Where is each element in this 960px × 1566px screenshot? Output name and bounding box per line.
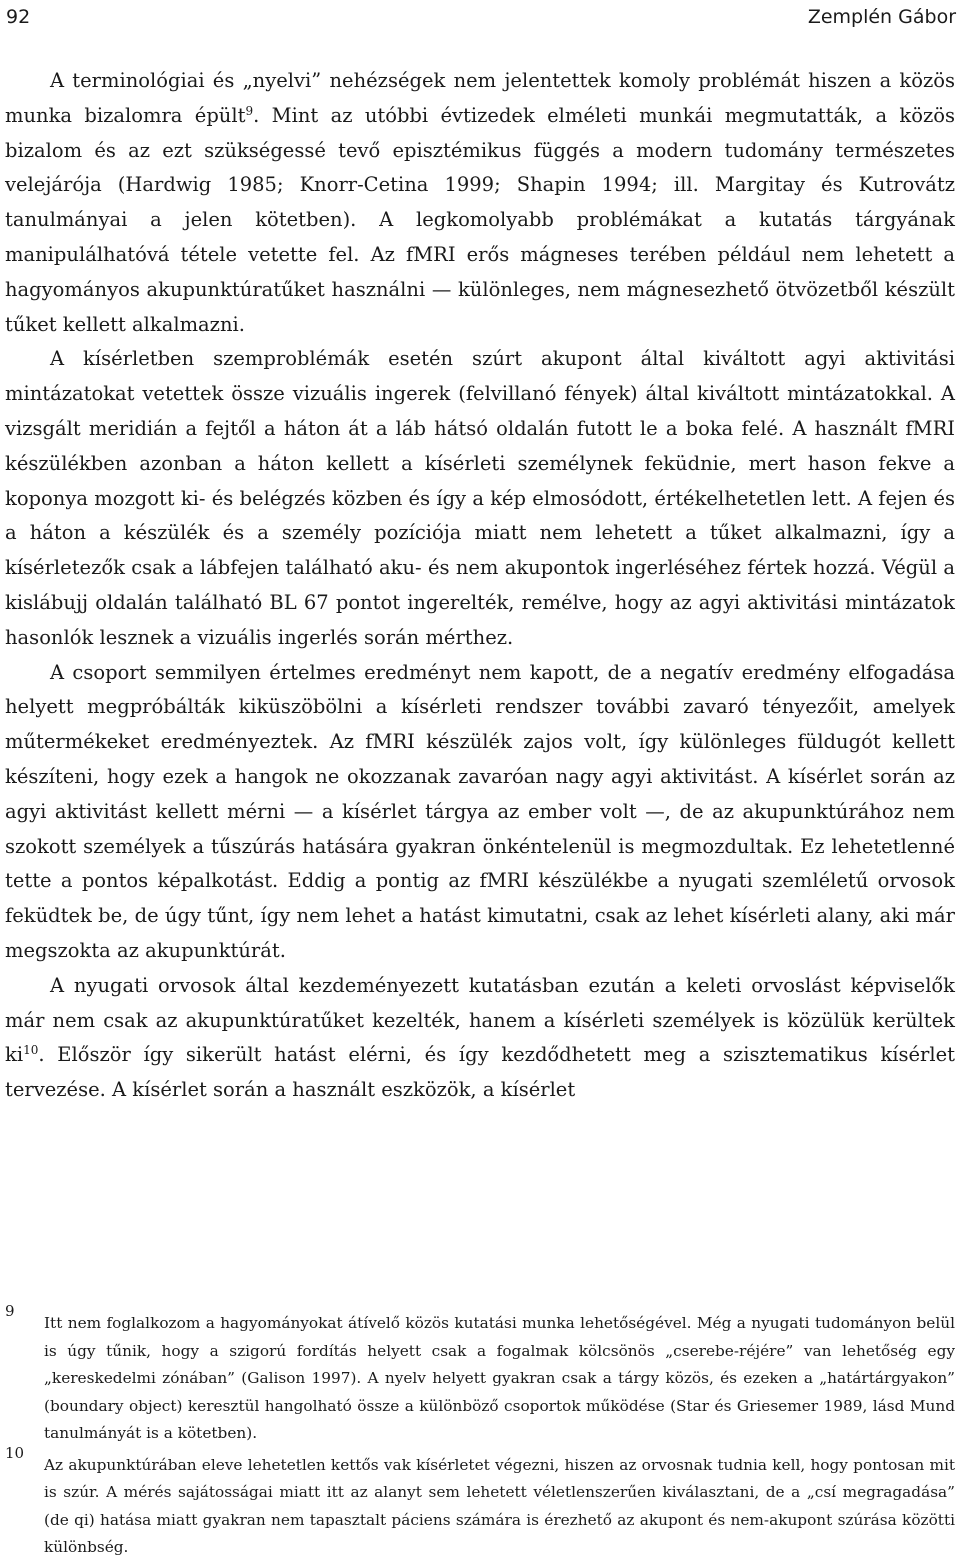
footnote-9: [5, 1302, 955, 1448]
paragraph-3: A csoport semmilyen értelmes eredményt nem kapott, de a negatív eredmény elfogadása helyett megpróbálták kiküszöbölni a kísérleti rendszer további zavaró tényezőit, amelyek műtermékeket eredményeztek. Az fMRI készülék zajos volt, így különleges füldugót kellett készíteni, hogy ezek a hangok ne okozzanak zavaróan nagy agyi aktivitást. A kísérlet során az agyi aktivitást kellett mérni — a kísérlet tárgya az ember volt —, de az akupunktúrához nem szokott személyek a tűszúrás hatására gyakran önkéntelenül is megmozdultak. Ez lehetetlenné tette a pontos képalkotást. Eddig a pontig az fMRI készülékbe a nyugati szemléletű orvosok feküdtek be, de úgy tűnt, így nem lehet a hatást kimutatni, csak az lehet kísérleti alany, aki már megszokta az akupunktúrát.: [5, 660, 955, 962]
paragraph-1-text-b: . Mint az utóbbi évtizedek elméleti munkái megmutatták, a közös bizalom és az ezt szükségessé tevő episztémikus függés a modern tudomány természetes velejárója (Hardwig 1985; Knorr-Cetina 1999; Shapin 1994; ill. Margitay és Kutrovátz tanulmányai a jelen kötetben). A legkomolyabb problémákat a kutatás tárgyának manipulálhatóvá tétele vetette fel. Az fMRI erős mágneses terében például nem lehetett a hagyományos akupunktúratűket használni — különleges, nem mágnesezhető ötvözetből készült tűket kellett alkalmazni.: [5, 103, 955, 336]
footnote-ref-10[interactable]: 10: [23, 1043, 39, 1058]
paragraph-2: A kísérletben szemproblémák esetén szúrt akupont által kiváltott agyi aktivitási mintázatokat vetettek össze vizuális ingerek (felvillanó fények) által kiváltott mintázatokkal. A vizsgált meridián a fejtől a háton át a láb hátsó oldalán futott le a boka felé. A használt fMRI készülékben azonban a háton kellett a kísérleti személynek feküdnie, mert hason fekve a koponya mozgott ki- és belégzés közben és így a kép elmosódott, értékelhetetlen lett. A fejen és a háton a készülék és a személy pozíciója miatt nem lehetett a tűket alkalmazni, így a kísérletezők csak a lábfejen található aku- és nem akupontok ingerléséhez fértek hozzá. Végül a kislábujj oldalán található BL 67 pontot ingerelték, remélve, hogy az agyi aktivitási mintázatok hasonlók lesznek a vizuális ingerlés során mérthez.: [5, 347, 955, 649]
paragraph-4-text-b: . Először így sikerült hatást elérni, és így kezdődhetett meg a szisztematikus kísérlet tervezése. A kísérlet során a használt eszközök, a kísérlet: [5, 1043, 955, 1102]
running-head-author: Zemplén Gábor: [807, 6, 956, 28]
running-header: [6, 4, 956, 30]
paragraph-4-text-a: A nyugati orvosok által kezdeményezett kutatásban ezután a keleti orvoslást képviselők már nem csak az akupunktúratűket kezelték, hanem a kísérleti személyek is közülük kerültek ki: [5, 973, 955, 1067]
body-text: [5, 64, 955, 1108]
footnotes: [5, 1302, 955, 1566]
footnote-text: Az akupunktúrában eleve lehetetlen kettős vak kísérletet végezni, hiszen az orvosnak tudnia kell, hogy pontosan mit is szúr. A mérés sajátosságai miatt itt az alanyt sem lehetett véletlenszerűen kiválasztani, de a „csí megragadása” (de qi) hatása miatt gyakran nem tapasztalt páciens számára is érezhető az akupont és nem-akupont szúrása közötti különbség.: [44, 1455, 955, 1556]
footnote-mark: 9: [5, 1302, 15, 1320]
paragraph-1: [5, 64, 955, 342]
paragraph-1-text-a: A terminológiai és „nyelvi” nehézségek nem jelentettek komoly problémát hiszen a közös munka bizalomra épült: [5, 69, 955, 127]
footnote-ref-9[interactable]: 9: [245, 103, 254, 118]
footnote-10: [5, 1443, 955, 1562]
footnote-text: Itt nem foglalkozom a hagyományokat átívelő közös kutatási munka lehetőségével. Még a nyugati tudományon belül is úgy tűnik, hogy a szigorú fordítás helyett csak a fogalmak kölcsönös „cserebe-réjére” van lehetőség egy „kereskedelmi zónában” (Galison 1997). A nyelv helyett gyakran csak a tárgy közös, és ezeken a „határtárgyakon” (boundary object) keresztül hangolható össze a különböző csoportok működése (Star és Griesemer 1989, lásd Mund tanulmányát is a kötetben).: [44, 1314, 955, 1442]
paragraph-4: [5, 969, 955, 1108]
footnote-mark: 10: [5, 1443, 25, 1462]
page-number: 92: [6, 6, 31, 28]
